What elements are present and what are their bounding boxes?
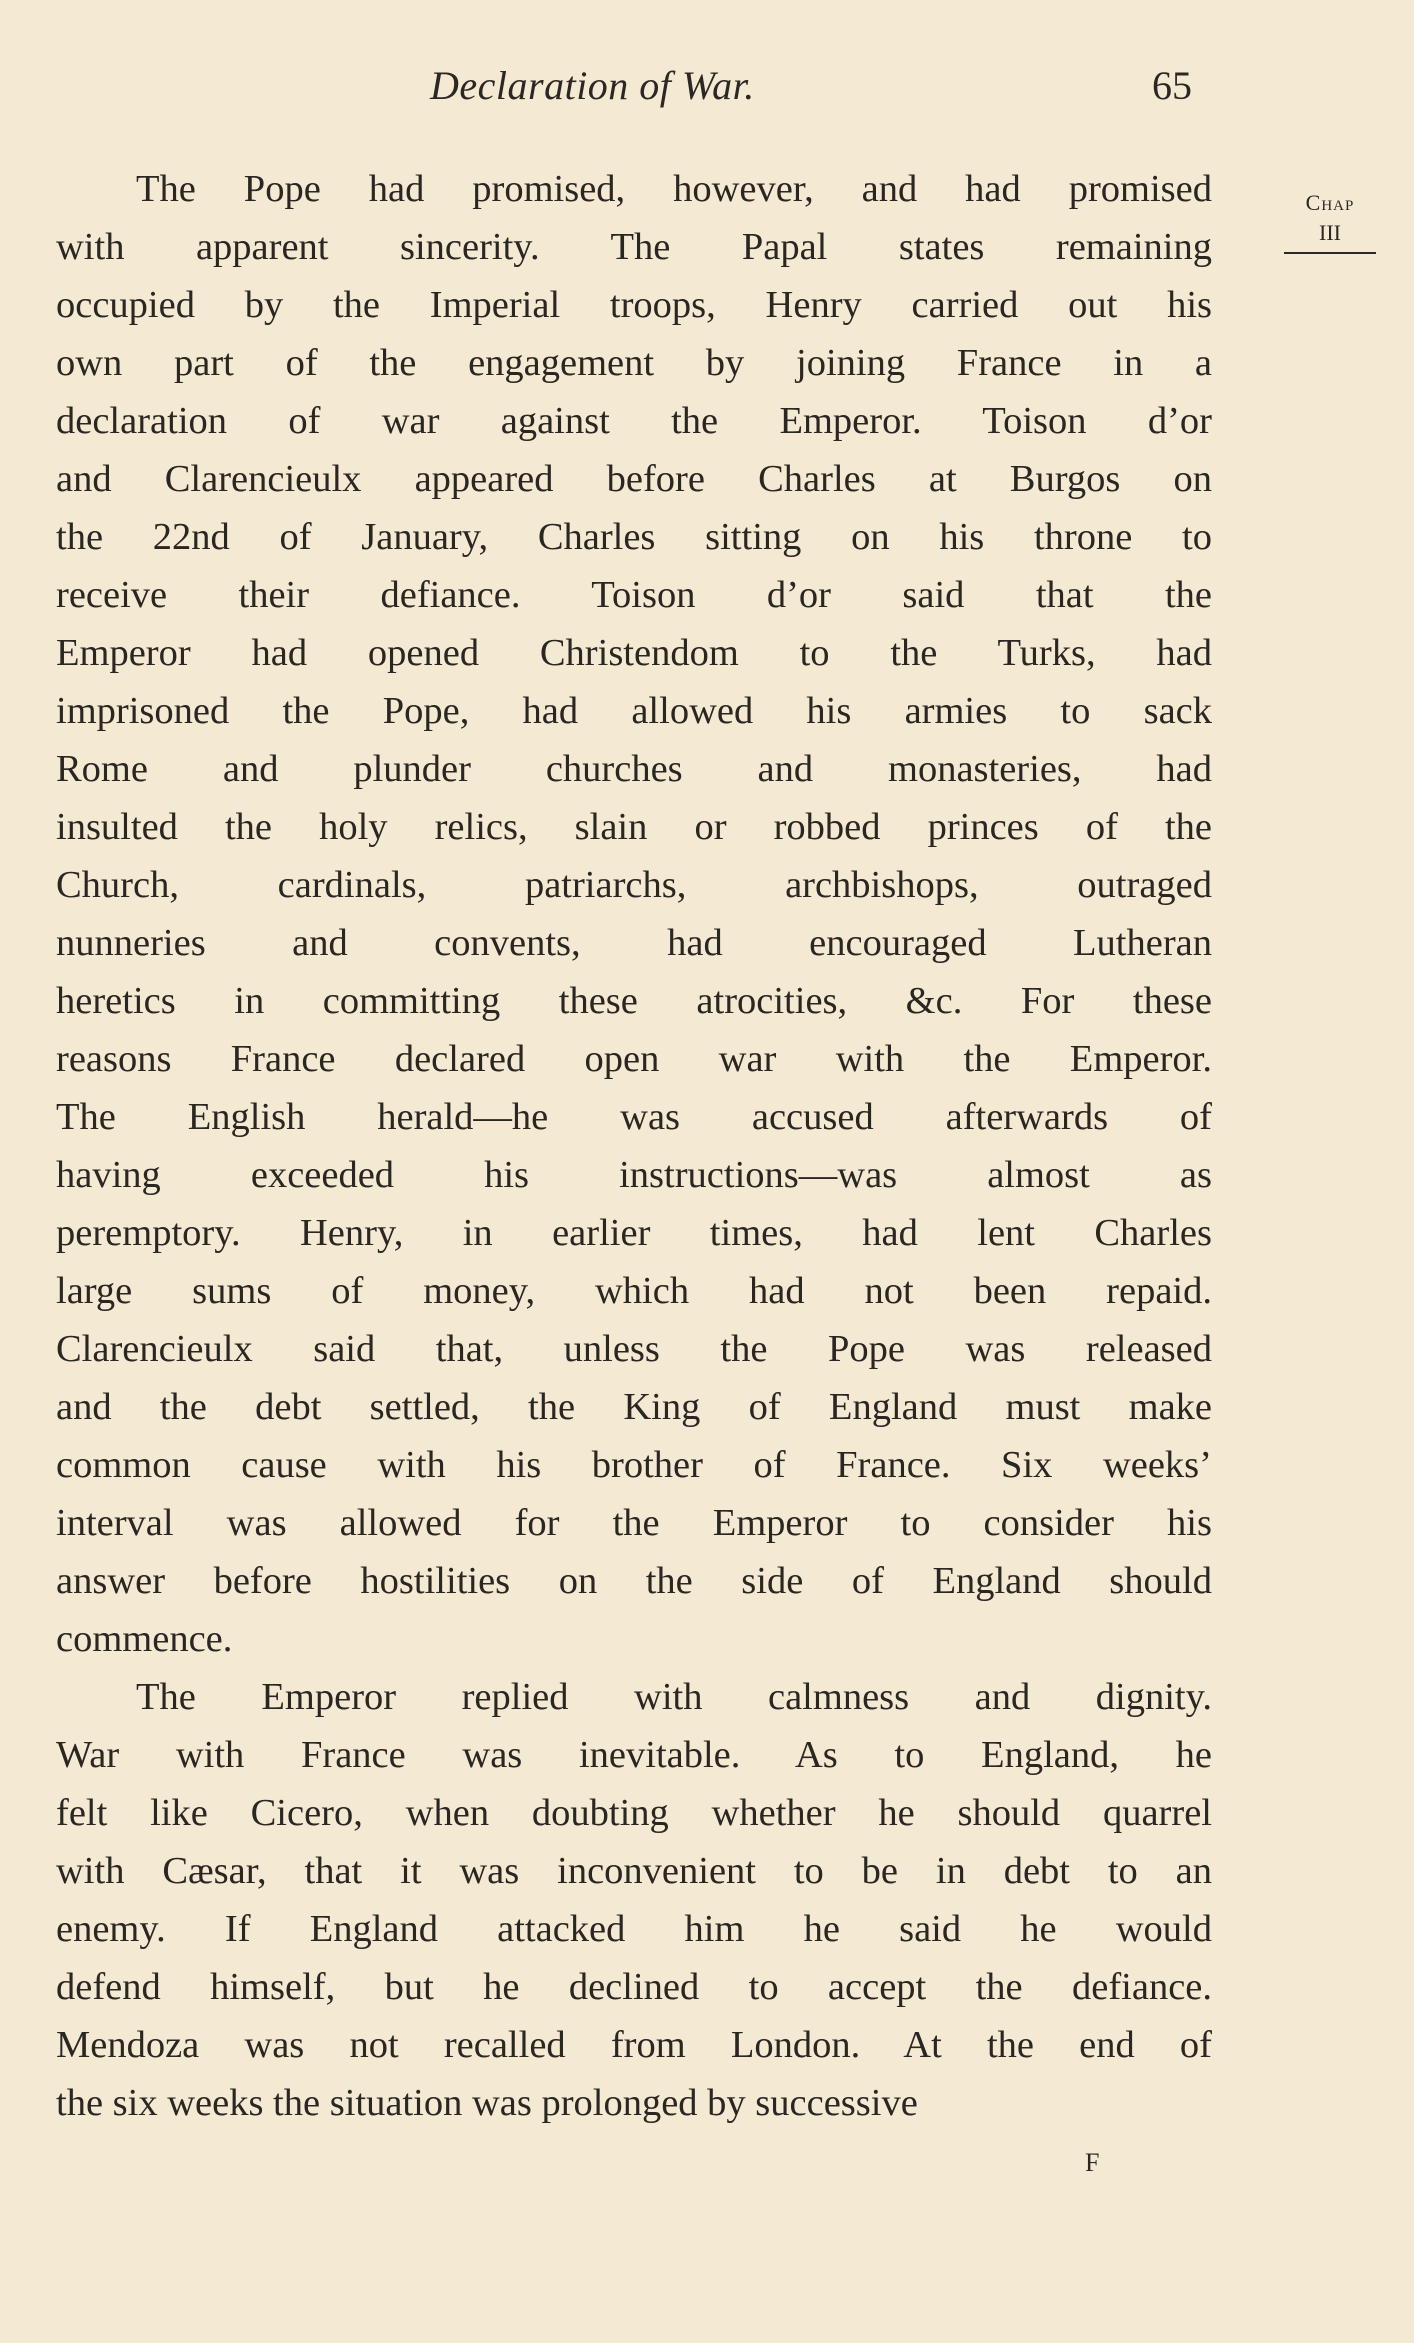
paragraph-line: nunneries and convents, had encouraged Lutheran [56, 922, 1212, 964]
chapter-margin-note [1284, 188, 1376, 254]
paragraph-line: defend himself, but he declined to accept the defiance. [56, 1966, 1212, 2008]
paragraph-line: interval was allowed for the Emperor to consider his [56, 1502, 1212, 1544]
signature-mark: F [1085, 2148, 1100, 2177]
paragraph-line: occupied by the Imperial troops, Henry carried out his [56, 284, 1212, 326]
paragraph-line: The Pope had promised, however, and had promised [136, 168, 1212, 210]
paragraph-line: insulted the holy relics, slain or robbed princes of the [56, 806, 1212, 848]
paragraph-line: commence. [56, 1618, 233, 1660]
running-head: Declaration of War. [430, 63, 755, 108]
paragraph-line: declaration of war against the Emperor. Toison d’or [56, 400, 1212, 442]
paragraph-line: the 22nd of January, Charles sitting on his throne to [56, 516, 1212, 558]
paragraph-line: peremptory. Henry, in earlier times, had lent Charles [56, 1212, 1212, 1254]
paragraph-line: heretics in committing these atrocities, &c. For these [56, 980, 1212, 1022]
paragraph-line: The Emperor replied with calmness and dignity. [136, 1676, 1212, 1718]
paragraph-line: with Cæsar, that it was inconvenient to be in debt to an [56, 1850, 1212, 1892]
chapter-label: Chap [1305, 190, 1355, 215]
paragraph-line: having exceeded his instructions—was almost as [56, 1154, 1212, 1196]
paragraph-line: answer before hostilities on the side of England should [56, 1560, 1212, 1602]
paragraph-line: reasons France declared open war with the Emperor. [56, 1038, 1212, 1080]
paragraph-line: enemy. If England attacked him he said he would [56, 1908, 1212, 1950]
paragraph-line: common cause with his brother of France. Six weeks’ [56, 1444, 1212, 1486]
paragraph-line: and Clarencieulx appeared before Charles at Burgos on [56, 458, 1212, 500]
paragraph-line: the six weeks the situation was prolonged by successive [56, 2082, 918, 2124]
body-text [56, 160, 1212, 2132]
paragraph-line: large sums of money, which had not been repaid. [56, 1270, 1212, 1312]
page-number: 65 [1152, 63, 1192, 108]
paragraph-line: Church, cardinals, patriarchs, archbishops, outraged [56, 864, 1212, 906]
paragraph-line: Clarencieulx said that, unless the Pope was released [56, 1328, 1212, 1370]
paragraph-line: felt like Cicero, when doubting whether he should quarrel [56, 1792, 1212, 1834]
paragraph-line: Emperor had opened Christendom to the Turks, had [56, 632, 1212, 674]
paragraph-line: own part of the engagement by joining France in a [56, 342, 1212, 384]
chapter-number: III [1284, 218, 1376, 254]
paragraph-line: and the debt settled, the King of England must make [56, 1386, 1212, 1428]
paragraph-line: The English herald—he was accused afterwards of [56, 1096, 1212, 1138]
paragraph-line: War with France was inevitable. As to England, he [56, 1734, 1212, 1776]
paragraph-line: imprisoned the Pope, had allowed his armies to sack [56, 690, 1212, 732]
paragraph-line: receive their defiance. Toison d’or said that the [56, 574, 1212, 616]
paragraph-line: with apparent sincerity. The Papal states remaining [56, 226, 1212, 268]
paragraph-line: Rome and plunder churches and monasteries, had [56, 748, 1212, 790]
paragraph-line: Mendoza was not recalled from London. At the end of [56, 2024, 1212, 2066]
